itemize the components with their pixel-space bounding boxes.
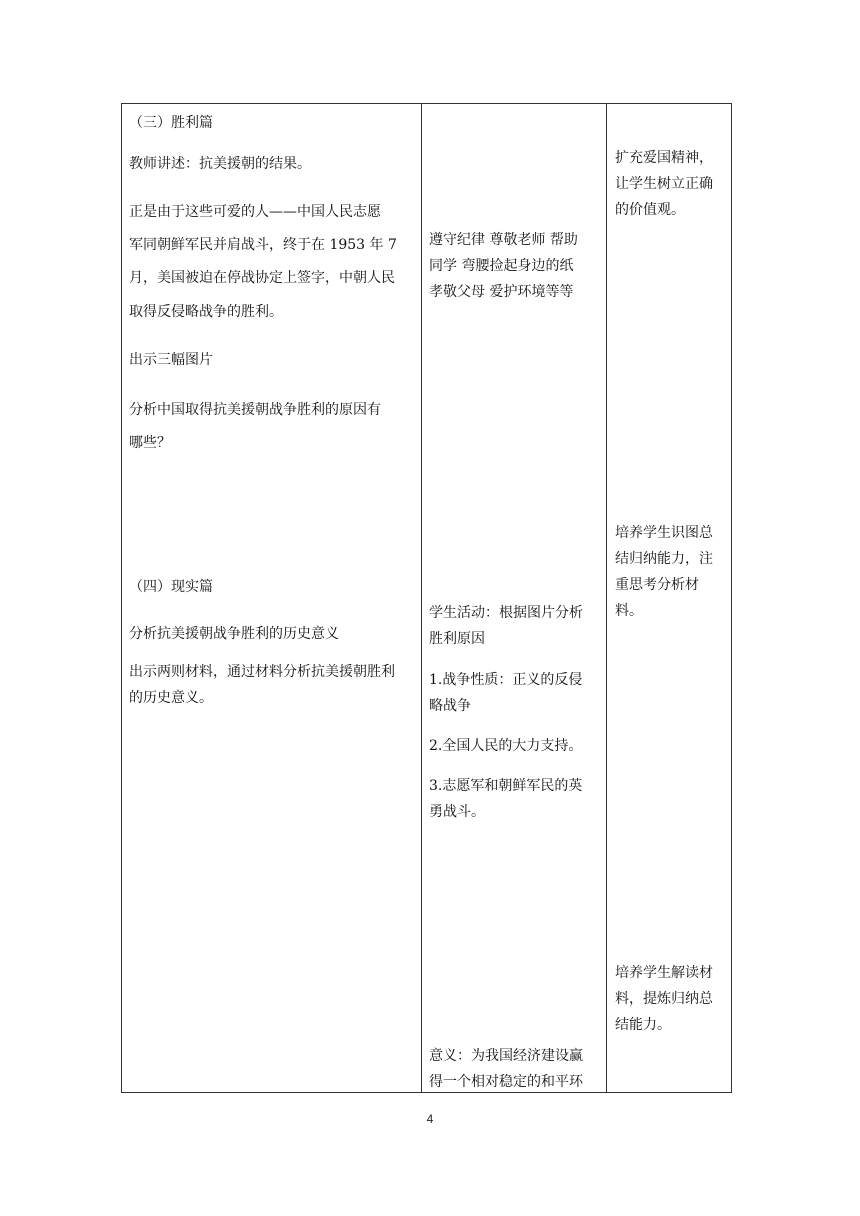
column-student-activity — [429, 103, 605, 1093]
goal-line: 料，提炼归纳总 — [615, 991, 713, 1007]
section-3-title: （三）胜利篇 — [129, 115, 213, 131]
paragraph-line: 正是由于这些可爱的人——中国人民志愿 — [129, 204, 381, 220]
paragraph-line: 月，美国被迫在停战协定上签字，中朝人民 — [129, 270, 395, 286]
meaning-line: 意义：为我国经济建设赢 — [429, 1048, 583, 1064]
paragraph-line: 取得反侵略战争的胜利。 — [129, 304, 283, 320]
column-divider — [606, 103, 607, 1093]
teacher-lecture: 教师讲述：抗美援朝的结果。 — [129, 156, 311, 172]
column-design-intent — [615, 103, 731, 1093]
show-pictures: 出示三幅图片 — [129, 352, 213, 368]
question-line: 哪些？ — [129, 435, 171, 451]
goal-line: 培养学生识图总 — [615, 525, 713, 541]
page-number: 4 — [426, 1112, 434, 1126]
goal-line: 培养学生解读材 — [615, 965, 713, 981]
significance-task: 分析抗美援朝战争胜利的历史意义 — [129, 626, 339, 642]
reason-line: 略战争 — [429, 698, 471, 714]
goal-line: 让学生树立正确 — [615, 176, 713, 192]
deeds-line: 遵守纪律 尊敬老师 帮助 — [429, 232, 578, 248]
deeds-line: 同学 弯腰捡起身边的纸 — [429, 258, 574, 274]
reason-line: 勇战斗。 — [429, 804, 485, 820]
goal-line: 结能力。 — [615, 1017, 671, 1033]
goal-line: 的价值观。 — [615, 202, 685, 218]
goal-line: 料。 — [615, 603, 643, 619]
goal-line: 扩充爱国精神， — [615, 150, 713, 166]
activity-line: 学生活动：根据图片分析 — [429, 605, 583, 621]
goal-line: 重思考分析材 — [615, 577, 699, 593]
meaning-line: 得一个相对稳定的和平环 — [429, 1074, 583, 1090]
column-teaching-process — [129, 103, 419, 1093]
question-line: 分析中国取得抗美援朝战争胜利的原因有 — [129, 402, 381, 418]
goal-line: 结归纳能力，注 — [615, 551, 713, 567]
reason-line: 3.志愿军和朝鲜军民的英 — [429, 778, 583, 794]
column-divider — [421, 103, 422, 1093]
materials-line: 出示两则材料，通过材料分析抗美援朝胜利 — [129, 664, 395, 680]
section-4-title: （四）现实篇 — [129, 579, 213, 595]
reason-line: 2.全国人民的大力支持。 — [429, 738, 583, 754]
materials-line: 的历史意义。 — [129, 690, 213, 706]
deeds-line: 孝敬父母 爱护环境等等 — [429, 284, 574, 300]
reason-line: 1.战争性质：正义的反侵 — [429, 672, 583, 688]
activity-line: 胜利原因 — [429, 631, 485, 647]
paragraph-line: 军同朝鲜军民并肩战斗，终于在 1953 年 7 — [129, 237, 397, 253]
